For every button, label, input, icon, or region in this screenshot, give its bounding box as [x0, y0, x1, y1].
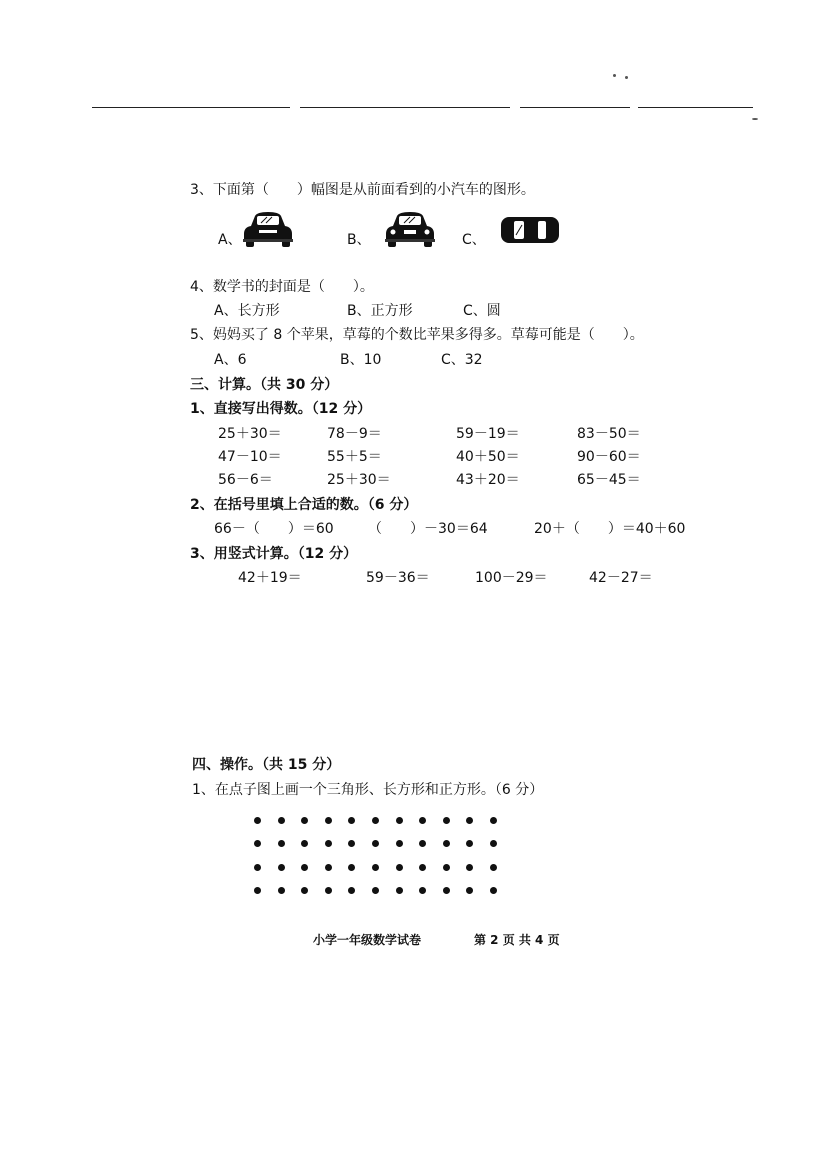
calc-item: 65－45＝: [577, 472, 641, 488]
calc-item: 55＋5＝: [327, 449, 382, 465]
calc-item: 56－6＝: [218, 472, 273, 488]
grid-dot: [443, 864, 450, 871]
grid-dot: [396, 887, 403, 894]
car-side-icon: [243, 212, 293, 248]
exam-name: 小学一年级数学试卷: [313, 933, 422, 947]
grid-dot: [278, 887, 285, 894]
section-3-title: 三、计算。（共 30 分）: [190, 377, 339, 393]
calc-item: 59－19＝: [456, 426, 520, 442]
calc-item: 90－60＝: [577, 449, 641, 465]
header-rule: [300, 107, 510, 108]
grid-dot: [348, 817, 355, 824]
vertical-calc-item: 100－29＝: [475, 570, 548, 586]
grid-dot: [348, 887, 355, 894]
grid-dot: [466, 887, 473, 894]
grid-dot: [301, 817, 308, 824]
question-5: 5、妈妈买了 8 个苹果，草莓的个数比苹果多得多。草莓可能是（ ）。: [190, 327, 644, 343]
fill-blank-item: 66－（ ）＝60: [214, 521, 334, 537]
grid-dot: [443, 887, 450, 894]
grid-dot: [396, 840, 403, 847]
grid-dot: [466, 864, 473, 871]
grid-dot: [490, 864, 497, 871]
operation-question-1: 1、在点子图上画一个三角形、长方形和正方形。（6 分）: [192, 782, 544, 798]
fill-blank-item: 20＋（ ）＝40＋60: [534, 521, 686, 537]
grid-dot: [254, 817, 261, 824]
page-info: 第 2 页 共 4 页: [474, 933, 560, 947]
grid-dot: [325, 887, 332, 894]
calc-item: 83－50＝: [577, 426, 641, 442]
calc-item: 78－9＝: [327, 426, 382, 442]
q5-option-b: B、10: [340, 352, 382, 368]
calc-item: 47－10＝: [218, 449, 282, 465]
grid-dot: [466, 840, 473, 847]
q5-option-c: C、32: [441, 352, 483, 368]
grid-dot: [254, 864, 261, 871]
grid-dot: [278, 840, 285, 847]
grid-dot: [372, 817, 379, 824]
q4-option-c: C、圆: [463, 303, 501, 319]
grid-dot: [301, 840, 308, 847]
grid-dot: [301, 887, 308, 894]
vertical-calc-item: 42－27＝: [589, 570, 653, 586]
q4-option-a: A、长方形: [214, 303, 280, 319]
part-1-title: 1、直接写出得数。（12 分）: [190, 401, 372, 417]
grid-dot: [419, 840, 426, 847]
grid-dot: [325, 864, 332, 871]
grid-dot: [443, 840, 450, 847]
grid-dot: [396, 864, 403, 871]
car-rear-icon: [385, 212, 435, 248]
grid-dot: [419, 887, 426, 894]
scan-speck: [752, 118, 758, 120]
calc-item: 25＋30＝: [327, 472, 391, 488]
grid-dot: [348, 840, 355, 847]
scan-speck: [613, 74, 616, 77]
q4-option-b: B、正方形: [347, 303, 413, 319]
vertical-calc-item: 42＋19＝: [238, 570, 302, 586]
q3-option-b-label: B、: [347, 232, 371, 248]
question-4: 4、数学书的封面是（ ）。: [190, 279, 374, 295]
grid-dot: [348, 864, 355, 871]
grid-dot: [490, 817, 497, 824]
header-rule: [520, 107, 630, 108]
grid-dot: [254, 887, 261, 894]
grid-dot: [278, 817, 285, 824]
grid-dot: [443, 817, 450, 824]
grid-dot: [419, 817, 426, 824]
grid-dot: [396, 817, 403, 824]
scan-speck: [625, 76, 628, 79]
part-2-title: 2、在括号里填上合适的数。（6 分）: [190, 497, 418, 513]
grid-dot: [372, 840, 379, 847]
grid-dot: [254, 840, 261, 847]
question-3: 3、下面第（ ）幅图是从前面看到的小汽车的图形。: [190, 182, 535, 198]
grid-dot: [278, 864, 285, 871]
fill-blank-item: （ ）－30＝64: [368, 521, 488, 537]
grid-dot: [372, 864, 379, 871]
q3-option-a-label: A、: [218, 232, 242, 248]
q5-option-a: A、6: [214, 352, 247, 368]
calc-item: 43＋20＝: [456, 472, 520, 488]
grid-dot: [490, 887, 497, 894]
grid-dot: [419, 864, 426, 871]
grid-dot: [325, 840, 332, 847]
calc-item: 25＋30＝: [218, 426, 282, 442]
part-3-title: 3、用竖式计算。（12 分）: [190, 546, 358, 562]
grid-dot: [466, 817, 473, 824]
car-top-icon: [500, 215, 560, 245]
q3-option-c-label: C、: [462, 232, 486, 248]
grid-dot: [325, 817, 332, 824]
header-rule: [638, 107, 753, 108]
grid-dot: [301, 864, 308, 871]
vertical-calc-item: 59－36＝: [366, 570, 430, 586]
calc-item: 40＋50＝: [456, 449, 520, 465]
section-4-title: 四、操作。（共 15 分）: [192, 757, 341, 773]
header-rule: [92, 107, 290, 108]
grid-dot: [490, 840, 497, 847]
grid-dot: [372, 887, 379, 894]
